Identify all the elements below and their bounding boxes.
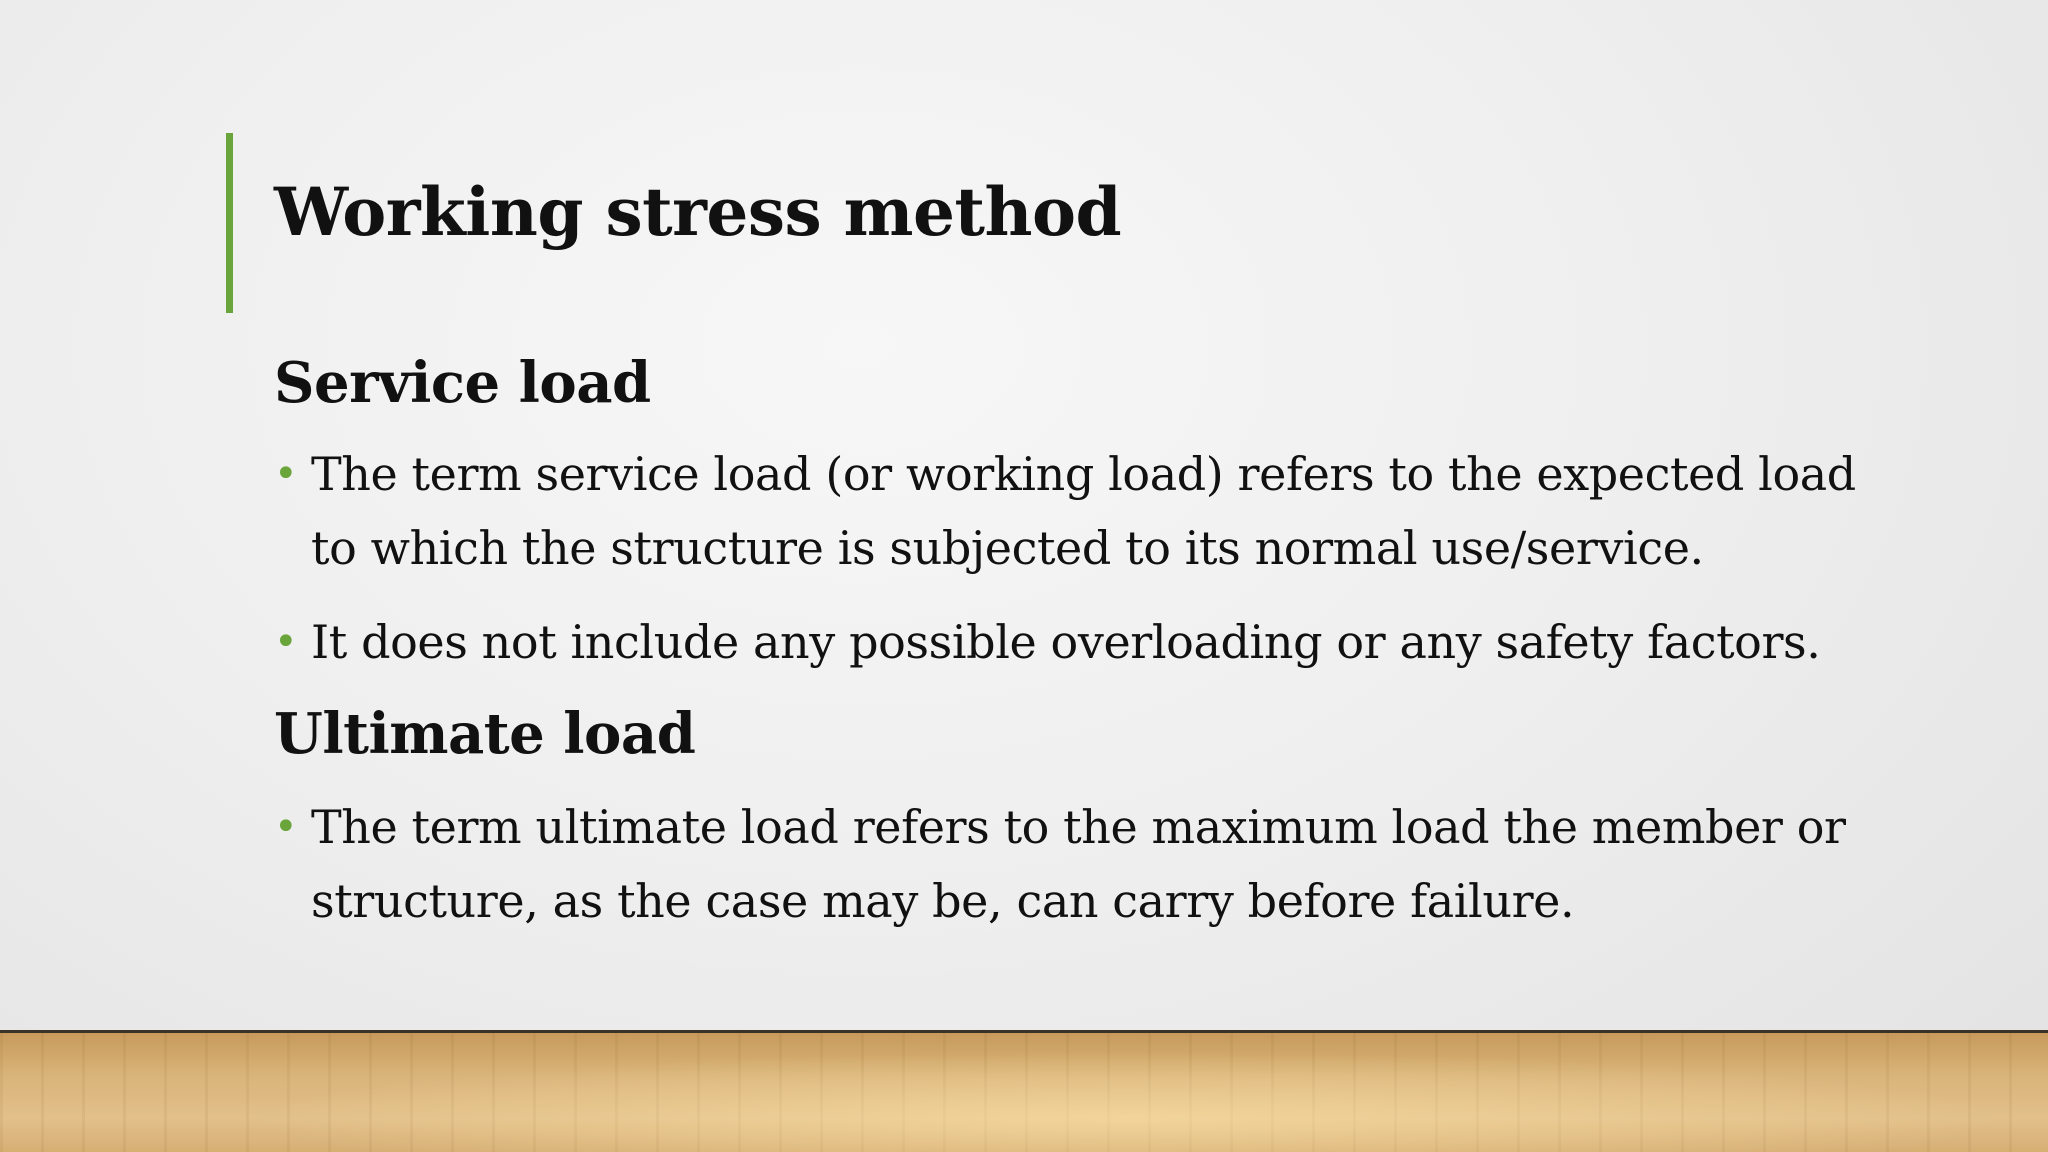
bullet-list-service-load <box>274 437 1874 679</box>
bullet-icon: • <box>274 804 298 851</box>
slide-title: Working stress method <box>274 173 1122 251</box>
section-heading-ultimate-load: Ultimate load <box>274 701 696 768</box>
bullet-icon: • <box>274 451 298 498</box>
bullet-text: The term service load (or working load) refers to the expected load to which the structure is subjected to its normal use/service. <box>311 447 1856 576</box>
list-item <box>274 605 1874 679</box>
section-heading-service-load: Service load <box>274 350 651 416</box>
title-accent-bar <box>226 133 233 313</box>
slide-content <box>274 350 1874 938</box>
bullet-list-ultimate-load <box>274 790 1874 938</box>
wood-floor-decoration <box>0 1030 2048 1152</box>
bullet-text: It does not include any possible overloading or any safety factors. <box>311 615 1821 670</box>
list-item <box>274 790 1874 938</box>
bullet-text: The term ultimate load refers to the maximum load the member or structure, as the case may be, can carry before failure. <box>311 800 1846 929</box>
list-item <box>274 437 1874 585</box>
bullet-icon: • <box>274 619 298 666</box>
